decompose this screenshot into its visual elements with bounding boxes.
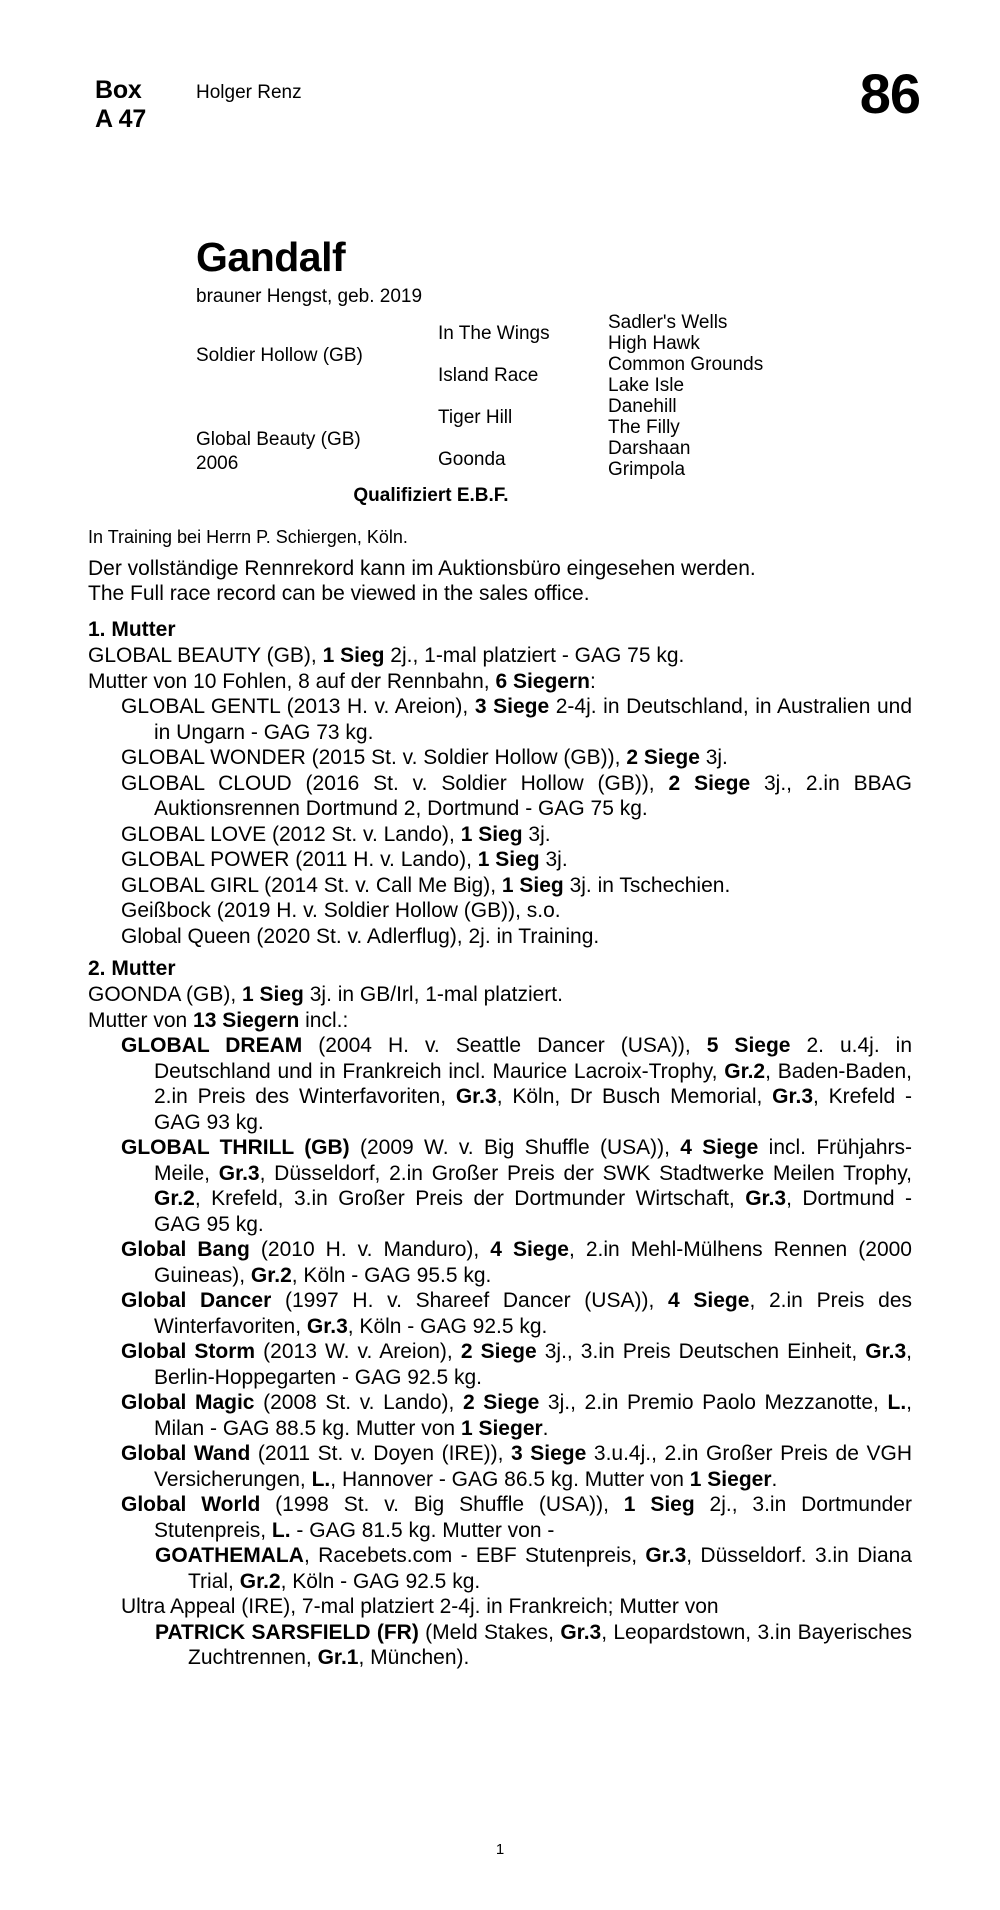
offspring-detail: , Krefeld, 3.in Großer Preis der Dortmunder Wirtschaft, — [194, 1187, 746, 1210]
offspring-name: Global World — [121, 1493, 261, 1516]
race-grade: Gr.2 — [250, 1263, 292, 1287]
offspring-name: PATRICK SARSFIELD (FR) — [155, 1620, 419, 1644]
pedigree-grandparent: Island Race — [438, 365, 539, 386]
offspring-name: GLOBAL GENTL — [121, 695, 281, 718]
dam2-rest: 3j. in GB/Irl, 1-mal platziert. — [303, 983, 563, 1006]
offspring-detail: 3j., 2.in BBAG Auktionsrennen Dortmund 2, Dortmund - GAG 75 kg. — [154, 771, 912, 820]
pedigree-dam-name: Global Beauty (GB) — [196, 429, 361, 450]
pedigree-great-grandparent: Grimpola — [608, 459, 686, 480]
dam1-produce-pre: Mutter von 10 Fohlen, 8 auf der Rennbahn, — [88, 669, 496, 693]
offspring-name: Global Dancer — [121, 1289, 272, 1312]
offspring-detail: , Köln, Dr Busch Memorial, — [496, 1085, 773, 1108]
offspring-entry — [88, 1441, 912, 1492]
offspring-name: GLOBAL POWER — [121, 848, 290, 871]
offspring-detail: 2j., 3.in Dortmunder Stutenpreis, — [154, 1493, 912, 1542]
race-grade: 3 Siege — [511, 1442, 587, 1465]
dam1-rest: 2j., 1-mal platziert - GAG 75 kg. — [384, 644, 685, 667]
race-record-note-en: The Full race record can be viewed in the sales office. — [88, 582, 590, 605]
offspring-name: GLOBAL LOVE — [121, 822, 267, 846]
race-grade: 4 Siege — [668, 1289, 750, 1312]
page-content — [88, 524, 912, 1671]
offspring-name: Global Storm — [121, 1340, 256, 1363]
race-grade: 1 Sieger — [689, 1467, 772, 1491]
pedigree-great-grandparent: Sadler's Wells — [608, 312, 728, 333]
race-grade: Gr.2 — [154, 1187, 195, 1210]
dam2-wins: 1 Sieg — [242, 983, 304, 1006]
offspring-detail: (2013 W. v. Areion), — [255, 1340, 461, 1363]
race-grade: Gr.3 — [745, 1187, 787, 1210]
offspring-wins: 2 Siege — [668, 771, 751, 795]
qualified-badge: Qualifiziert E.B.F. — [353, 485, 509, 506]
race-grade: L. — [271, 1518, 291, 1542]
offspring-detail: , 2.in Preis des Winterfavoriten, — [154, 1289, 912, 1338]
offspring-detail: (1998 St. v. Big Shuffle (USA)), — [260, 1493, 624, 1516]
offspring-name: GLOBAL DREAM — [121, 1034, 303, 1057]
offspring-name: GOATHEMALA — [155, 1544, 304, 1567]
dam1-name: GLOBAL BEAUTY (GB), — [88, 644, 323, 667]
offspring-detail: 3j. — [522, 822, 551, 846]
race-grade: Gr.3 — [218, 1161, 260, 1185]
offspring-detail: (2008 St. v. Lando), — [254, 1391, 463, 1414]
dam2-offspring-list — [88, 1033, 912, 1671]
offspring-detail: 3.u.4j., 2.in Großer Preis de VGH Versicherungen, — [154, 1442, 912, 1491]
dam2-produce — [88, 1008, 912, 1034]
offspring-entry — [88, 822, 912, 848]
dam1-produce-post: : — [589, 669, 596, 693]
dam1-wins: 1 Sieg — [322, 644, 385, 667]
race-grade: Gr.3 — [560, 1620, 602, 1644]
offspring-detail: (2019 H. v. Soldier Hollow (GB)), s.o. — [210, 899, 561, 922]
offspring-detail: (2010 H. v. Manduro), — [249, 1238, 491, 1261]
offspring-entry — [88, 1237, 912, 1288]
pedigree-grandparent: In The Wings — [438, 323, 550, 344]
offspring-entry — [88, 771, 912, 822]
offspring-entry-final — [88, 1594, 912, 1620]
dam2-summary — [88, 982, 912, 1008]
offspring-detail: (Meld Stakes, — [418, 1620, 561, 1644]
offspring-wins: 3 Siege — [474, 695, 550, 718]
offspring-detail: , Milan - GAG 88.5 kg. Mutter von — [154, 1391, 913, 1440]
race-grade: Gr.2 — [239, 1569, 281, 1593]
pedigree-dam-year: 2006 — [196, 453, 239, 474]
offspring-detail: Ultra Appeal (IRE), 7-mal platziert 2-4j. in Frankreich; Mutter von — [121, 1595, 719, 1618]
offspring-wins: 1 Sieg — [477, 848, 540, 871]
offspring-detail: , Düsseldorf. 3.in Diana Trial, — [188, 1544, 912, 1593]
offspring-detail: 3j. — [539, 848, 568, 871]
race-grade: Gr.3 — [455, 1085, 497, 1108]
pedigree-great-grandparent: Darshaan — [608, 438, 691, 459]
offspring-detail: , Hannover - GAG 86.5 kg. Mutter von — [330, 1467, 690, 1491]
horse-name-block — [196, 234, 422, 309]
offspring-detail: , Krefeld - GAG 93 kg. — [154, 1085, 912, 1134]
offspring-entry — [88, 924, 912, 950]
offspring-entry — [88, 1033, 912, 1135]
offspring-entry-sub — [88, 1620, 912, 1671]
offspring-detail: , Berlin-Hoppegarten - GAG 92.5 kg. — [154, 1340, 912, 1389]
offspring-detail: (2015 St. v. Soldier Hollow (GB)), — [305, 746, 627, 769]
race-grade: 1 Sieg — [623, 1493, 695, 1516]
race-grade: 4 Siege — [680, 1136, 759, 1159]
offspring-detail: . — [771, 1467, 778, 1491]
trainer-note: In Training bei Herrn P. Schiergen, Köln. — [88, 527, 408, 547]
horse-description: brauner Hengst, geb. 2019 — [196, 286, 423, 307]
pedigree-great-grandparent-list — [608, 312, 763, 480]
offspring-detail: 3j. — [699, 746, 728, 769]
offspring-detail: 3j., 2.in Premio Paolo Mezzanotte, — [539, 1391, 888, 1414]
offspring-name: GLOBAL WONDER — [121, 746, 306, 769]
page-title: Gandalf — [196, 234, 346, 280]
pedigree-grandparent: Goonda — [438, 449, 506, 470]
race-grade: Gr.3 — [306, 1314, 348, 1338]
pedigree-sire-name: Soldier Hollow (GB) — [196, 345, 363, 366]
offspring-detail: (2013 H. v. Areion), — [280, 695, 475, 718]
offspring-detail: incl. Frühjahrs-Meile, — [154, 1136, 913, 1185]
pedigree-table — [196, 312, 896, 482]
page-header — [0, 62, 1000, 162]
offspring-name: Global Magic — [121, 1391, 255, 1414]
offspring-entry — [88, 873, 912, 899]
offspring-name: Global Queen — [121, 924, 251, 948]
offspring-entry — [88, 694, 912, 745]
race-grade: Gr.3 — [645, 1544, 687, 1567]
offspring-detail: (2014 St. v. Call Me Big), — [258, 873, 502, 897]
race-grade: 2 Siege — [460, 1340, 537, 1363]
offspring-entry-sub — [88, 1543, 912, 1594]
offspring-entry — [88, 1135, 912, 1237]
lot-number: 86 — [859, 62, 920, 125]
section-heading-dam1: 1. Mutter — [88, 618, 176, 641]
offspring-detail: (2012 St. v. Lando), — [266, 822, 461, 846]
page-number: 1 — [495, 1841, 505, 1858]
offspring-detail: , Leopardstown, 3.in Bayerisches Zuchtrennen, — [188, 1620, 912, 1669]
dam2-produce-post: incl.: — [299, 1008, 349, 1032]
offspring-detail: (2004 H. v. Seattle Dancer (USA)), — [302, 1034, 707, 1057]
offspring-name: GLOBAL GIRL — [121, 873, 259, 897]
offspring-detail: 3j., 3.in Preis Deutschen Einheit, — [536, 1340, 866, 1363]
offspring-entry — [88, 745, 912, 771]
offspring-wins: 1 Sieg — [460, 822, 523, 846]
offspring-detail: (2016 St. v. Soldier Hollow (GB)), — [291, 771, 669, 795]
dam1-offspring-list — [88, 694, 912, 949]
offspring-detail: . — [542, 1416, 549, 1440]
offspring-name: GLOBAL CLOUD — [121, 771, 292, 795]
pedigree-great-grandparent: Lake Isle — [608, 375, 685, 396]
pedigree-great-grandparent: Danehill — [608, 396, 677, 417]
offspring-detail: (1997 H. v. Shareef Dancer (USA)), — [271, 1289, 669, 1312]
offspring-detail: , Baden-Baden, 2.in Preis des Winterfavoriten, — [154, 1059, 912, 1108]
offspring-detail: 3j. in Tschechien. — [563, 873, 731, 897]
offspring-entry — [88, 1288, 912, 1339]
vendor-name: Holger Renz — [196, 82, 302, 103]
box-label-line2: A 47 — [95, 105, 147, 133]
dam2-name: GOONDA (GB), — [88, 983, 243, 1006]
offspring-detail: , Düsseldorf, 2.in Großer Preis der SWK Stadtwerke Meilen Trophy, — [259, 1161, 912, 1185]
offspring-name: Global Bang — [121, 1238, 250, 1261]
offspring-detail: , Köln - GAG 95.5 kg. — [291, 1263, 492, 1287]
offspring-detail: 2. u.4j. in Deutschland und in Frankreich incl. Maurice Lacroix-Trophy, — [154, 1034, 912, 1083]
race-record-note-de: Der vollständige Rennrekord kann im Auktionsbüro eingesehen werden. — [88, 557, 756, 580]
section-heading-dam2: 2. Mutter — [88, 957, 176, 980]
dam1-produce — [88, 669, 912, 695]
dam2-produce-count: 13 Siegern — [193, 1008, 300, 1032]
race-grade: Gr.3 — [772, 1085, 814, 1108]
offspring-detail: , Köln - GAG 92.5 kg. — [347, 1314, 548, 1338]
offspring-detail: (2011 St. v. Doyen (IRE)), — [250, 1442, 511, 1465]
catalogue-page — [0, 62, 1000, 1910]
offspring-entry — [88, 1390, 912, 1441]
offspring-wins: 2 Siege — [626, 746, 700, 769]
pedigree-sire — [196, 344, 363, 368]
offspring-detail: , Dortmund - GAG 95 kg. — [154, 1187, 913, 1236]
pedigree-great-grandparent: Common Grounds — [608, 354, 764, 375]
pedigree-grandparent: Tiger Hill — [438, 407, 513, 428]
race-grade: 5 Siege — [706, 1034, 791, 1057]
race-grade: 1 Sieger — [460, 1416, 543, 1440]
race-grade: Gr.2 — [724, 1059, 766, 1083]
offspring-detail: (2009 W. v. Big Shuffle (USA)), — [349, 1136, 681, 1159]
offspring-wins: 1 Sieg — [501, 873, 564, 897]
offspring-entry — [88, 847, 912, 873]
offspring-detail: , 2.in Mehl-Mülhens Rennen (2000 Guineas), — [154, 1238, 912, 1287]
offspring-detail: (2011 H. v. Lando), — [289, 848, 478, 871]
dam1-summary — [88, 643, 912, 669]
pedigree-dam — [196, 428, 361, 476]
race-grade: L. — [887, 1391, 907, 1414]
dam2-produce-pre: Mutter von — [88, 1008, 194, 1032]
offspring-detail: , Köln - GAG 92.5 kg. — [280, 1569, 481, 1593]
offspring-detail: , Racebets.com - EBF Stutenpreis, — [303, 1544, 646, 1567]
box-label-line1: Box — [95, 76, 142, 104]
race-grade: 2 Siege — [462, 1391, 540, 1414]
race-grade: 4 Siege — [490, 1238, 569, 1261]
box-label — [95, 76, 205, 134]
pedigree-great-grandparent: The Filly — [608, 417, 680, 438]
offspring-name: Global Wand — [121, 1442, 251, 1465]
race-grade: L. — [311, 1467, 331, 1491]
race-record-note — [88, 556, 912, 606]
dam1-produce-count: 6 Siegern — [495, 669, 590, 693]
race-grade: Gr.1 — [317, 1646, 359, 1669]
offspring-name: GLOBAL THRILL (GB) — [121, 1136, 350, 1159]
pedigree-great-grandparent: High Hawk — [608, 333, 700, 354]
offspring-detail: (2020 St. v. Adlerflug), 2j. in Training. — [250, 924, 600, 948]
offspring-entry — [88, 1339, 912, 1390]
offspring-entry — [88, 1492, 912, 1543]
race-grade: Gr.3 — [865, 1340, 907, 1363]
offspring-detail: - GAG 81.5 kg. Mutter von - — [290, 1518, 555, 1542]
offspring-name: Geißbock — [121, 899, 211, 922]
offspring-detail: , München). — [358, 1646, 470, 1669]
offspring-entry — [88, 898, 912, 924]
offspring-detail: 2-4j. in Deutschland, in Australien und in Ungarn - GAG 73 kg. — [154, 695, 912, 744]
